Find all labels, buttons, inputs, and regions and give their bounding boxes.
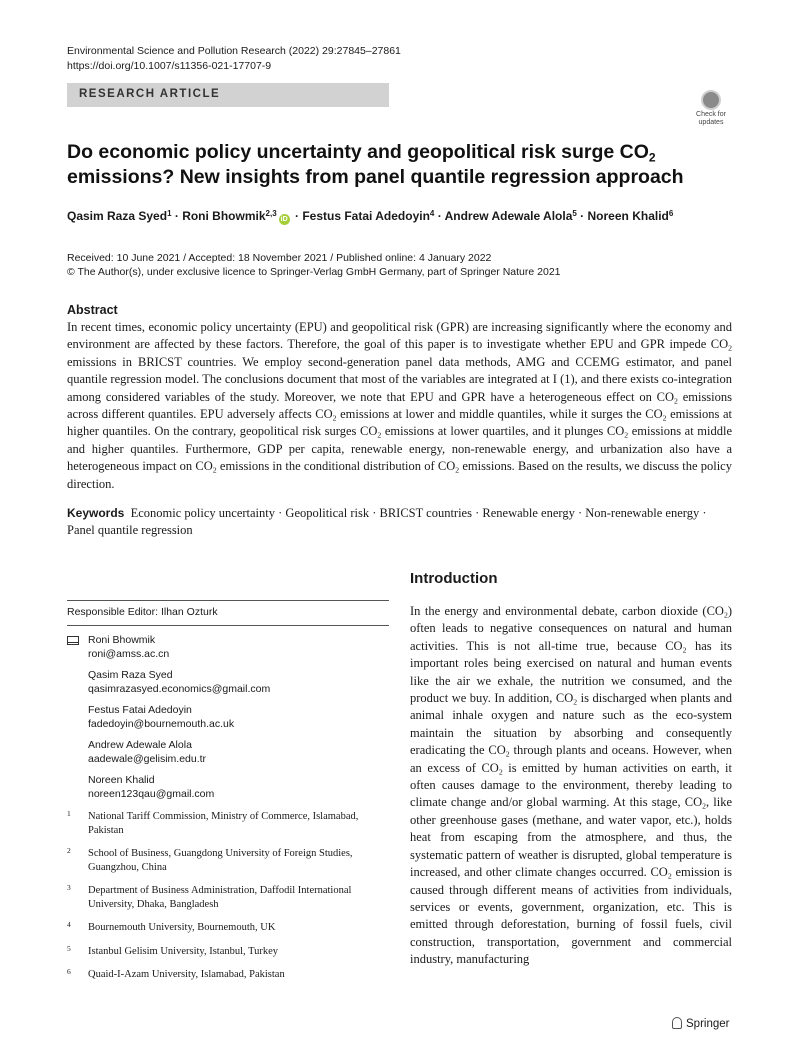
author-name[interactable]: Andrew Adewale Alola [444,209,573,223]
author-list: Qasim Raza Syed$^1$ · Roni Bhowmik$^{2,3}$iD · Festus Fatai Adedoyin$^4$ · Andrew Adewale Alola$^5$ · Noreen Khalid$^6$ [67,209,674,223]
article-type-banner [67,83,389,107]
keywords [67,505,732,540]
divider [67,600,389,601]
divider [67,625,389,626]
email-link[interactable]: aadewale@gelisim.edu.tr [88,752,207,765]
journal-header [67,44,401,74]
publisher-logo: Springer [672,1017,729,1030]
affiliation-list [67,810,389,992]
envelope-icon [67,636,79,645]
bookmark-icon [701,90,721,110]
list-item: Festus Fatai Adedoyin fadedoyin@bournemouth.ac.uk [88,704,270,731]
list-item: Noreen Khalid noreen123qau@gmail.com [88,774,270,801]
email-link[interactable]: fadedoyin@bournemouth.ac.uk [88,717,235,730]
author-name[interactable]: Festus Fatai Adedoyin [302,209,430,223]
publication-dates: Received: 10 June 2021 / Accepted: 18 November 2021 / Published online: 4 January 2022 © The Author(s), under exclusive licence to Springer-Verlag GmbH Germany, part of Springer Nature 2021 [67,252,561,278]
author-name[interactable]: Qasim Raza Syed [67,209,168,223]
list-item: 6 Quaid-I-Azam University, Islamabad, Pakistan [67,967,285,980]
journal-citation: Environmental Science and Pollution Research (2022) 29:27845–27861 [67,45,401,57]
list-item: 2 School of Business, Guangdong University of Foreign Studies, Guangzhou, China [67,846,353,873]
contact-list [88,634,270,809]
list-item: 1 National Tariff Commission, Ministry of Commerce, Islamabad, Pakistan [67,809,359,836]
copyright-line: © The Author(s), under exclusive licence to Springer-Verlag GmbH Germany, part of Springer Nature 2021 [67,266,561,278]
responsible-editor: Responsible Editor: Ilhan Ozturk [67,606,218,618]
abstract-text: In recent times, economic policy uncertainty (EPU) and geopolitical risk (GPR) are increasing significantly where the economy and environment are affected by these factors. Therefore, the goal of this paper is to investigate whether EPU and GPR impede $CO_2$ emissions in BRICST countries. We employ second-generation panel data methods, AMG and CCEMG estimator, and panel quantile regression model. The conclusions document that most of the variables are integrated at I (1), and there exists co-integration among considered variables of the study. Moreover, we note that EPU and GPR have a heterogeneous effect on $CO_2$ emissions across different quantiles. EPU adversely affects $CO_2$ emissions at lower and middle quantiles, while it surges the $CO_2$ emissions at higher quantiles. On the contrary, geopolitical risk surges $CO_2$ emissions at lower quartiles, and it plunges $CO_2$ emissions at middle and higher quantiles. Furthermore, GDP per capita, renewable energy, non-renewable energy, and urbanization also have a heterogeneous impact on $CO_2$ emissions in the conditional distribution of $CO_2$ emissions. Based on the results, we discuss the policy direction. [67,320,733,491]
keywords-label: Keywords [67,506,125,520]
list-item: Qasim Raza Syed qasimrazasyed.economics@gmail.com [88,669,271,695]
author-name[interactable]: Roni Bhowmik [182,209,266,223]
list-item: 5 Istanbul Gelisim University, Istanbul, Turkey [67,943,279,957]
list-item: Andrew Adewale Alola aadewale@gelisim.edu.tr [88,739,270,766]
article-type-label: RESEARCH ARTICLE [79,88,221,100]
introduction-heading: Introduction [410,570,498,587]
keywords-text: Economic policy uncertainty · Geopolitical risk · BRICST countries · Renewable energy · Non-renewable energy · Panel quantile regression [67,506,707,538]
author-name[interactable]: Noreen Khalid [587,209,669,223]
email-link[interactable]: noreen123qau@gmail.com [88,787,215,800]
list-item: 3 Department of Business Administration, Daffodil International University, Dhaka, Bangladesh [67,883,352,910]
springer-horse-icon [672,1017,682,1029]
list-item: Roni Bhowmik roni@amss.ac.cn [88,634,270,661]
introduction-text: In the energy and environmental debate, carbon dioxide $(CO_2)$ often leads to negative consequences on natural and human activities. This is not all-time true, because $CO_2$ has its important roles being exercised on natural and human events like the air we exhale, the nutrition we consumed, and the product we buy. In addition, $CO_2$ is discharged when plants and animal inhale oxygen and nature such as the eco-system maintain the situation by absorbing and consequently eradicating the $CO_2$ through plants and oceans. However, when an excess of $CO_2$ is emitted by human activities on earth, it often causes damage to the environment, thereby leading to climate change and/or global warming. At this stage, $CO_2$, like other greenhouse gases (methane, and water vapor, etc.), holds heat from escaping from the atmosphere, and thus, the systematic pattern of weather is disrupted, global temperature is increased, and other climate changes occurred. $CO_2$ emission is caused through different means of activities from individuals, services or events, government, organization, etc. This is emitted through deforestation, burning of fossil fuels, civil construction, transportation, government and commercial industry, manufacturing [410,604,732,967]
doi-link[interactable]: https://doi.org/10.1007/s11356-021-17707-9 [67,60,272,72]
abstract-heading: Abstract [67,303,118,317]
email-link[interactable]: roni@amss.ac.cn [88,647,170,660]
orcid-icon[interactable]: iD [280,216,288,223]
page-title: Do economic policy uncertainty and geopolitical risk surge $CO_2$ emissions? New insights from panel quantile regression approach [67,141,684,188]
list-item: 4 Bournemouth University, Bournemouth, UK [67,920,276,933]
email-link[interactable]: qasimrazasyed.economics@gmail.com [88,682,271,695]
check-for-updates-badge[interactable]: Check for updates [690,90,732,130]
